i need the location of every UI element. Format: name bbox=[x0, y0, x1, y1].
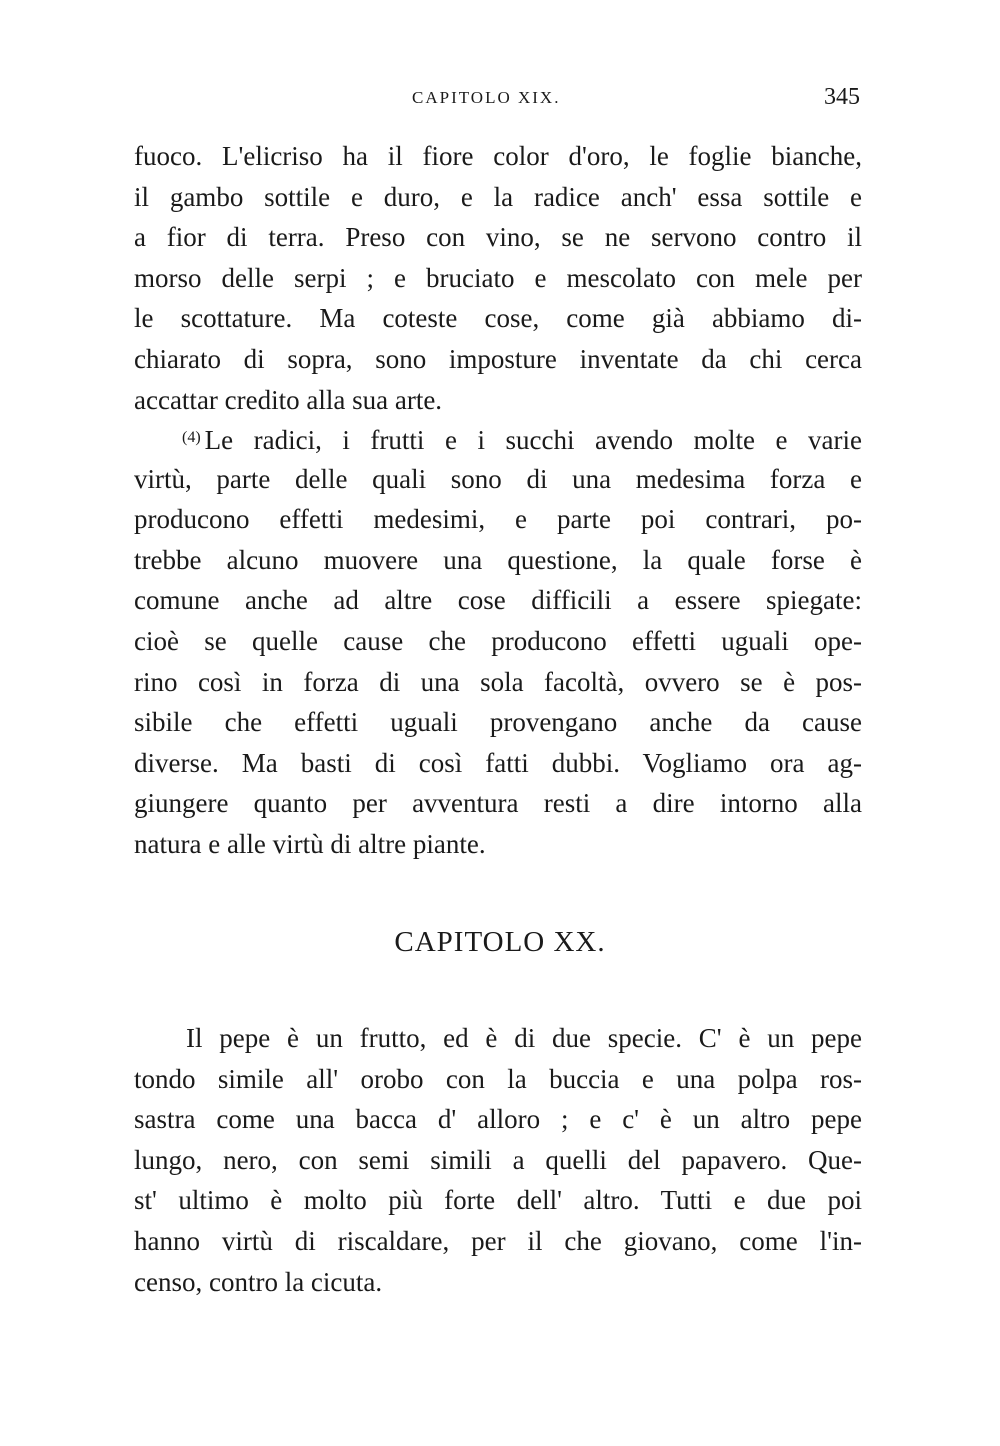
page-number: 345 bbox=[824, 84, 860, 110]
text-line: hanno virtù di riscaldare, per il che giovano, come l'in- bbox=[134, 1225, 862, 1256]
text-line bbox=[134, 418, 862, 459]
text-line: trebbe alcuno muovere una questione, la quale forse è bbox=[134, 544, 862, 575]
note-marker: (4) bbox=[182, 429, 201, 446]
text-line: censo, contro la cicuta. bbox=[134, 1266, 383, 1297]
text-line: Il pepe è un frutto, ed è di due specie. C' è un pepe bbox=[186, 1023, 862, 1053]
text-line-content: Le radici, i frutti e i succhi avendo molte e varie bbox=[204, 425, 862, 455]
text-line: rino così in forza di una sola facoltà, ovvero se è pos- bbox=[134, 666, 862, 697]
paragraph-1 bbox=[134, 136, 862, 420]
text-line: comune anche ad altre cose difficili a essere spiegate: bbox=[134, 585, 862, 616]
text-line: giungere quanto per avventura resti a dire intorno alla bbox=[134, 788, 862, 819]
text-line: fuoco. L'elicriso ha il fiore color d'oro, le foglie bianche, bbox=[134, 141, 862, 171]
text-line: virtù, parte delle quali sono di una medesima forza e bbox=[134, 463, 862, 494]
text-line: il gambo sottile e duro, e la radice anch' essa sottile e bbox=[134, 181, 862, 212]
text-line: morso delle serpi ; e bruciato e mescolato con mele per bbox=[134, 262, 862, 293]
text-line: accattar credito alla sua arte. bbox=[134, 384, 443, 415]
paragraph-2 bbox=[134, 418, 862, 865]
paragraph-3 bbox=[134, 1018, 862, 1302]
text-line: chiarato di sopra, sono imposture inventate da chi cerca bbox=[134, 343, 862, 374]
text-line: tondo simile all' orobo con la buccia e una polpa ros- bbox=[134, 1063, 862, 1094]
text-line: lungo, nero, con semi simili a quelli del papavero. Que- bbox=[134, 1144, 862, 1175]
text-line: cioè se quelle cause che producono effetti uguali ope- bbox=[134, 625, 862, 656]
text-line: sastra come una bacca d' alloro ; e c' è un altro pepe bbox=[134, 1104, 862, 1135]
text-line: producono effetti medesimi, e parte poi contrari, po- bbox=[134, 504, 862, 535]
text-line: sibile che effetti uguali provengano anche da cause bbox=[134, 707, 862, 738]
text-line: diverse. Ma basti di così fatti dubbi. Vogliamo ora ag- bbox=[134, 747, 862, 778]
text-line: a fior di terra. Preso con vino, se ne servono contro il bbox=[134, 222, 862, 253]
chapter-heading: CAPITOLO XX. bbox=[394, 926, 606, 958]
running-title: CAPITOLO XIX. bbox=[412, 88, 561, 107]
text-line: st' ultimo è molto più forte dell' altro. Tutti e due poi bbox=[134, 1185, 862, 1216]
text-line: le scottature. Ma coteste cose, come già abbiamo di- bbox=[134, 303, 862, 334]
running-head bbox=[134, 84, 860, 118]
text-line: natura e alle virtù di altre piante. bbox=[134, 828, 486, 859]
